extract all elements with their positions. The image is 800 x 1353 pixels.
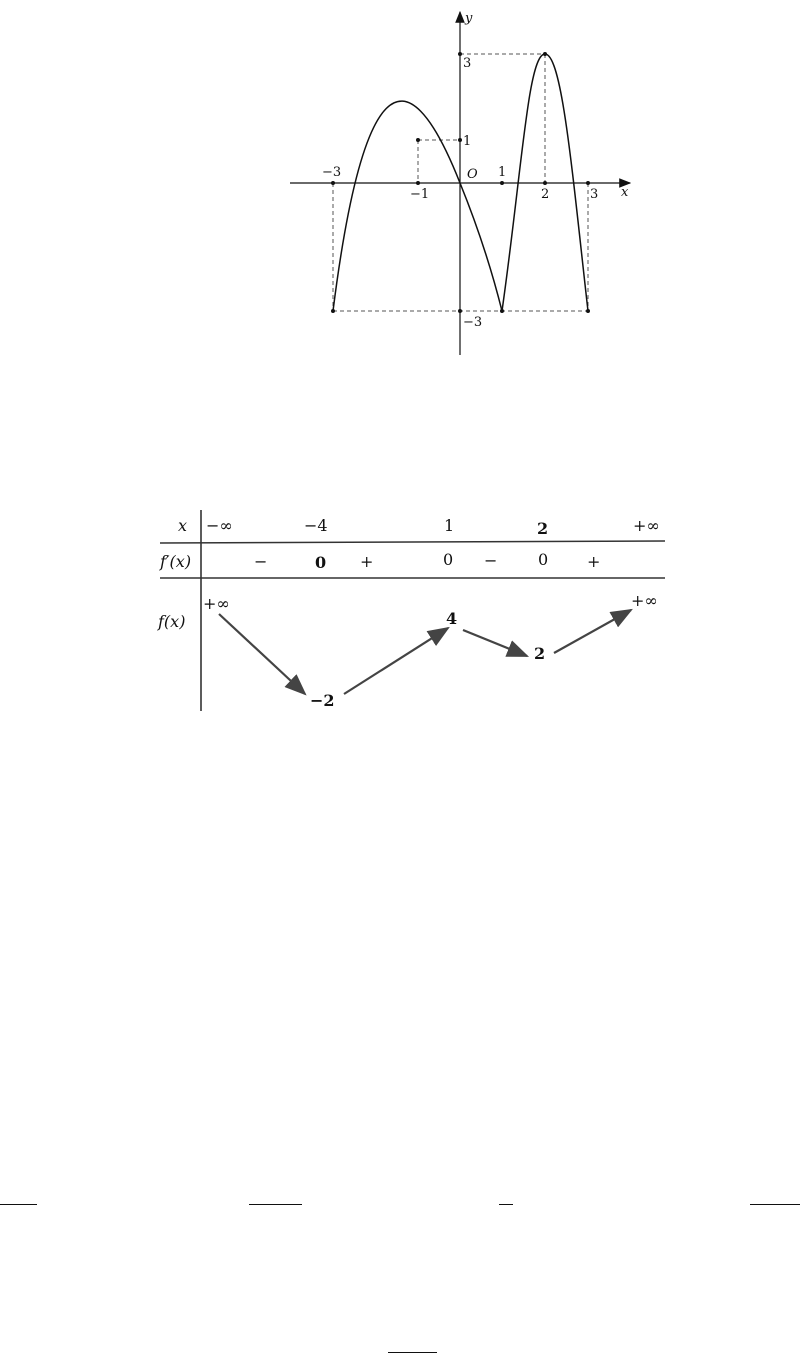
x-value: +∞ <box>633 516 660 535</box>
fraction-bar <box>249 1204 302 1205</box>
x-value: 1 <box>444 516 455 535</box>
row-label-fprime: f′(x) <box>160 552 192 571</box>
x-tick-label: −3 <box>322 165 342 180</box>
f-value: −2 <box>310 691 335 710</box>
derivative-sign: − <box>484 551 498 570</box>
f-value: +∞ <box>631 591 658 610</box>
x-tick-label: 2 <box>541 187 550 202</box>
x-tick-label: 1 <box>498 165 507 180</box>
y-tick-label: 1 <box>463 134 472 149</box>
variation-arrows <box>219 610 631 694</box>
origin-label: O <box>467 167 478 182</box>
derivative-sign: 0 <box>315 553 327 572</box>
fraction-bar <box>499 1204 513 1205</box>
row-label-x: x <box>178 516 188 535</box>
y-tick-label: −3 <box>463 315 483 330</box>
increasing-arrow <box>554 610 631 653</box>
fraction-bar <box>750 1204 800 1205</box>
increasing-arrow <box>344 628 448 694</box>
x-value: −∞ <box>206 516 233 535</box>
derivative-sign: − <box>254 552 268 571</box>
derivative-sign: 0 <box>538 550 549 569</box>
x-value: 2 <box>537 519 549 538</box>
x-axis-label: x <box>621 185 629 200</box>
x-tick-label: −1 <box>410 187 430 202</box>
f-value: 2 <box>534 644 546 663</box>
f-value: +∞ <box>203 594 230 613</box>
row-label-f: f(x) <box>158 612 186 631</box>
decreasing-arrow <box>219 614 305 694</box>
table-row-divider <box>160 541 665 543</box>
x-tick-label: 3 <box>590 187 599 202</box>
derivative-sign: 0 <box>443 550 454 569</box>
f-value: 4 <box>446 609 458 628</box>
decreasing-arrow <box>463 630 527 656</box>
y-tick-label: 3 <box>463 56 472 71</box>
derivative-sign: + <box>360 552 374 571</box>
derivative-sign: + <box>587 552 601 571</box>
fraction-bar <box>0 1204 37 1205</box>
x-value: −4 <box>304 516 328 535</box>
y-axis-label: y <box>465 11 473 26</box>
